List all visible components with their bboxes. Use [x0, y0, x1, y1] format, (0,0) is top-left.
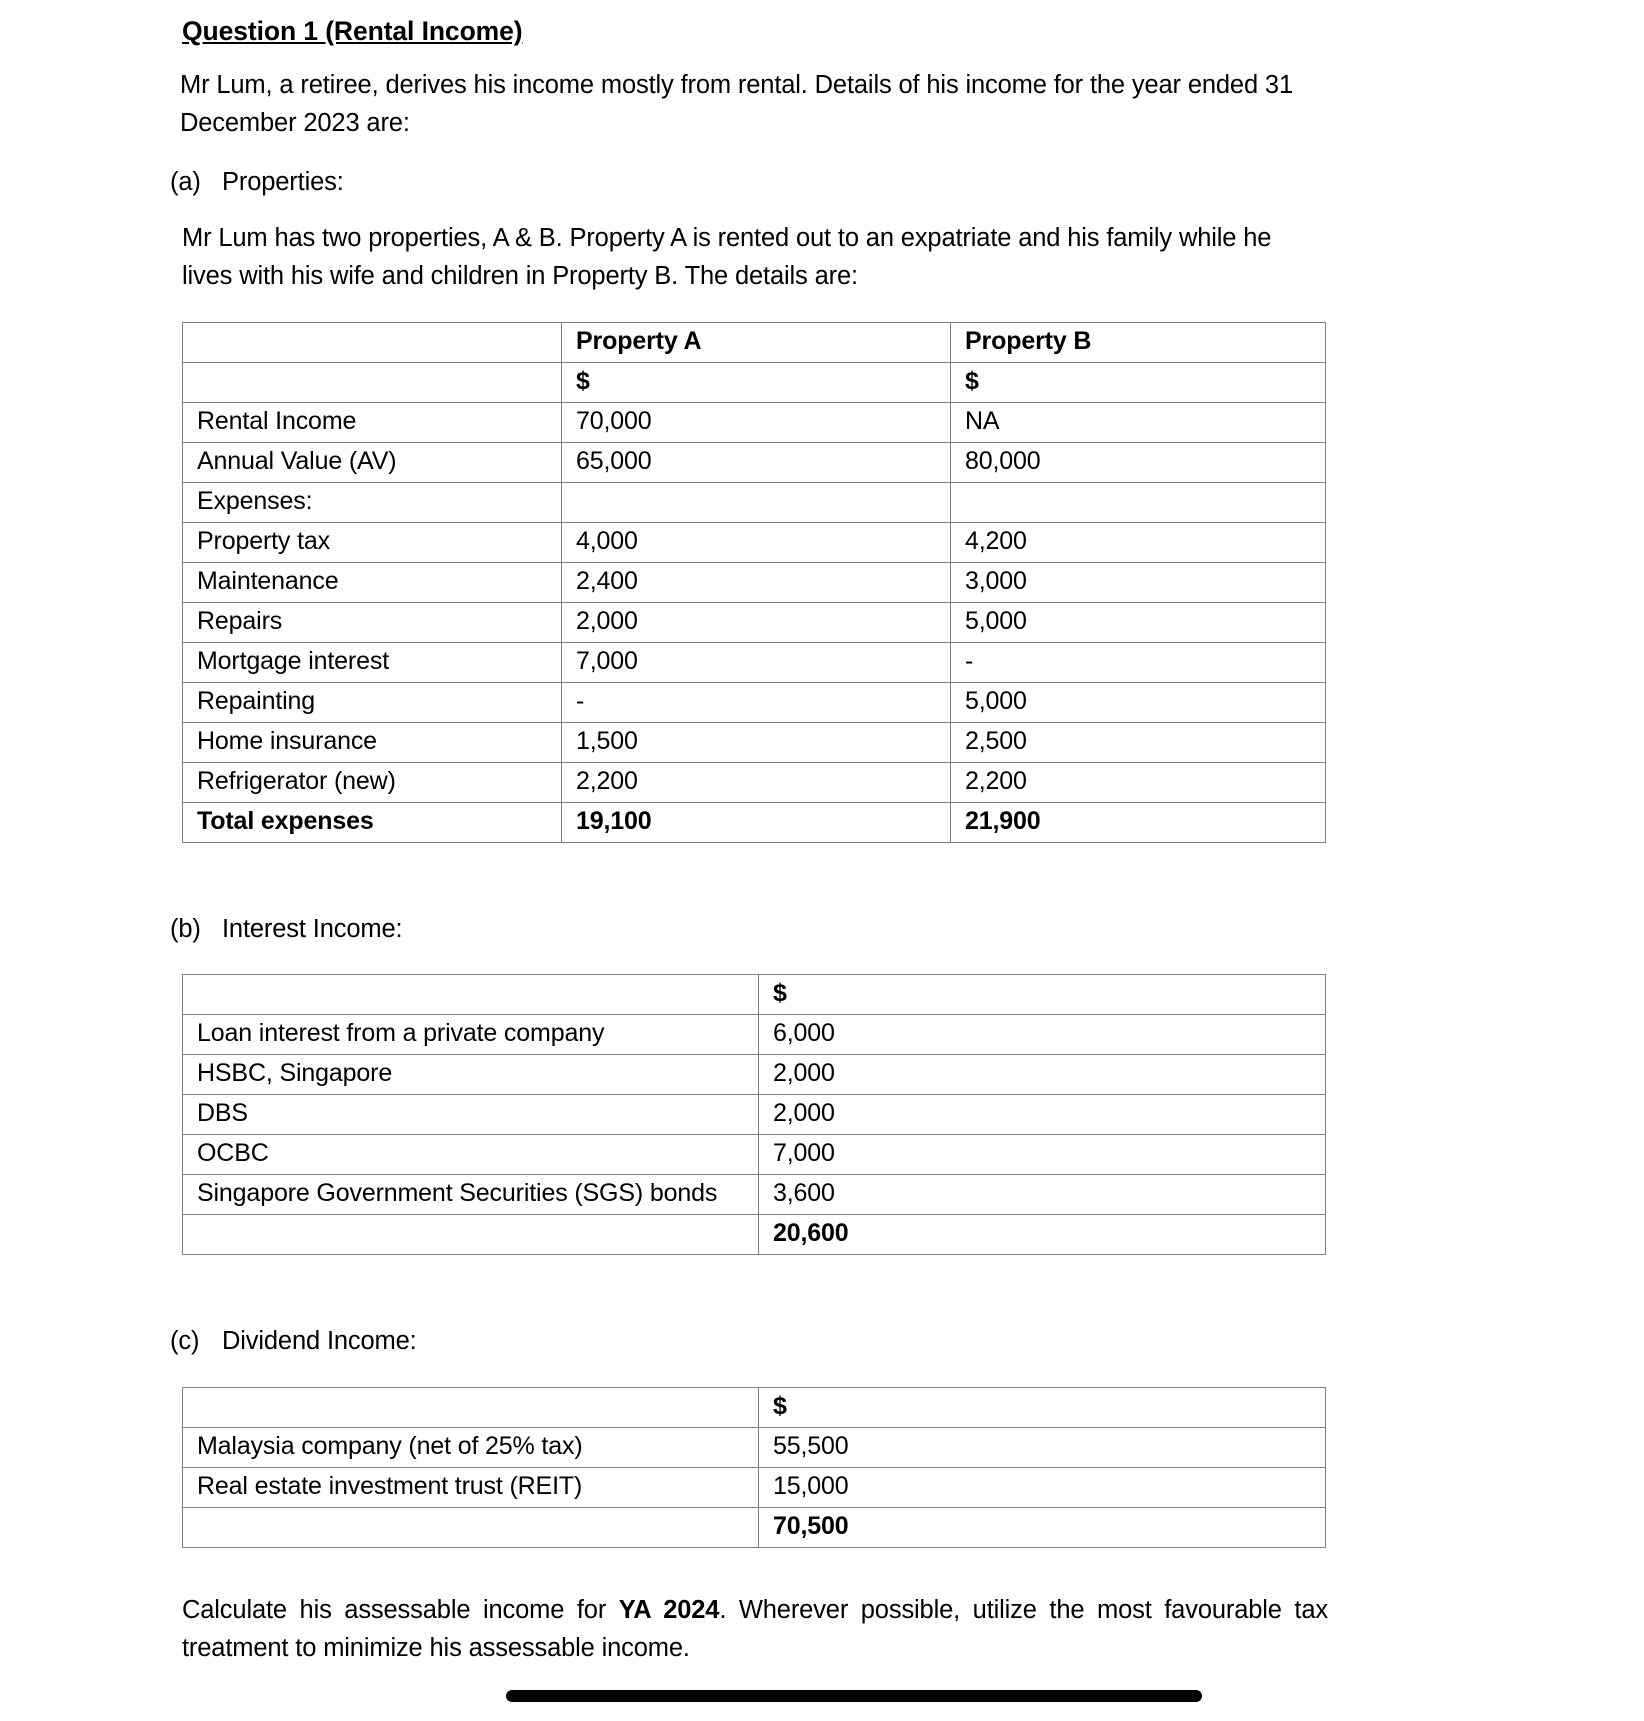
closing-emphasis: YA 2024 — [618, 1596, 720, 1625]
header-cell-blank — [183, 322, 562, 362]
row-value-b: NA — [951, 402, 1326, 442]
table-total-row — [183, 1508, 1326, 1548]
table-row — [183, 682, 1326, 722]
row-value-a: 2,200 — [562, 762, 951, 802]
row-value-b: 5,000 — [951, 602, 1326, 642]
row-value-a: 4,000 — [562, 522, 951, 562]
row-amount: 7,000 — [759, 1135, 1326, 1175]
row-label: Rental Income — [183, 402, 562, 442]
table-row — [183, 1015, 1326, 1055]
row-label: Maintenance — [183, 562, 562, 602]
row-label: Property tax — [183, 522, 562, 562]
row-value-b — [951, 482, 1326, 522]
row-label: Expenses: — [183, 482, 562, 522]
row-amount: 2,000 — [759, 1095, 1326, 1135]
table-row — [183, 1428, 1326, 1468]
header-cell-blank — [183, 1388, 759, 1428]
row-value-a: 2,400 — [562, 562, 951, 602]
header-cell-currency: $ — [759, 1388, 1326, 1428]
total-amount: 20,600 — [759, 1215, 1326, 1255]
section-c-heading — [170, 1323, 1328, 1361]
section-b-heading — [170, 911, 1328, 949]
row-value-a: 1,500 — [562, 722, 951, 762]
dividend-table-body — [183, 1388, 1326, 1548]
row-value-a: 65,000 — [562, 442, 951, 482]
row-value-a: 2,000 — [562, 602, 951, 642]
section-spacer — [178, 1548, 1328, 1574]
home-indicator-bar[interactable] — [506, 1690, 1202, 1702]
section-b-marker: (b) — [170, 914, 201, 943]
section-spacer — [178, 1255, 1328, 1301]
row-amount: 55,500 — [759, 1428, 1326, 1468]
table-row — [183, 402, 1326, 442]
row-label: Malaysia company (net of 25% tax) — [183, 1428, 759, 1468]
row-label: OCBC — [183, 1135, 759, 1175]
row-value-b: - — [951, 642, 1326, 682]
table-row — [183, 722, 1326, 762]
row-value-a: 70,000 — [562, 402, 951, 442]
table-total-row — [183, 802, 1326, 842]
total-value-a: 19,100 — [562, 802, 951, 842]
header-cell-property-a: Property A — [562, 322, 951, 362]
table-header-row — [183, 322, 1326, 362]
row-label: Repairs — [183, 602, 562, 642]
row-value-a: 7,000 — [562, 642, 951, 682]
document-content — [170, 14, 1328, 1668]
dividend-income-table — [182, 1387, 1326, 1548]
table-header-row — [183, 975, 1326, 1015]
row-label: Home insurance — [183, 722, 562, 762]
table-row — [183, 1055, 1326, 1095]
table-row — [183, 1175, 1326, 1215]
header-cell-blank — [183, 975, 759, 1015]
table-row — [183, 1135, 1326, 1175]
row-label: Singapore Government Securities (SGS) bonds — [183, 1175, 759, 1215]
table-row — [183, 762, 1326, 802]
properties-table — [182, 322, 1326, 843]
currency-cell-property-a: $ — [562, 362, 951, 402]
currency-cell-property-b: $ — [951, 362, 1326, 402]
table-row — [183, 1095, 1326, 1135]
table-row — [183, 562, 1326, 602]
interest-table-body — [183, 975, 1326, 1255]
row-label: DBS — [183, 1095, 759, 1135]
closing-paragraph — [182, 1592, 1328, 1667]
row-value-b: 3,000 — [951, 562, 1326, 602]
total-value-b: 21,900 — [951, 802, 1326, 842]
row-value-b: 2,200 — [951, 762, 1326, 802]
table-total-row — [183, 1215, 1326, 1255]
intro-paragraph: Mr Lum, a retiree, derives his income mostly from rental. Details of his income for the year ended 31 December 2023 are: — [180, 70, 1293, 137]
row-value-a — [562, 482, 951, 522]
row-amount: 3,600 — [759, 1175, 1326, 1215]
total-label: Total expenses — [183, 802, 562, 842]
table-row — [183, 522, 1326, 562]
header-cell-property-b: Property B — [951, 322, 1326, 362]
interest-income-table — [182, 974, 1326, 1255]
section-a-marker: (a) — [170, 168, 201, 197]
row-label: Annual Value (AV) — [183, 442, 562, 482]
total-label — [183, 1508, 759, 1548]
row-amount: 15,000 — [759, 1468, 1326, 1508]
row-value-b: 80,000 — [951, 442, 1326, 482]
properties-table-body — [183, 322, 1326, 842]
total-label — [183, 1215, 759, 1255]
row-amount: 2,000 — [759, 1055, 1326, 1095]
row-label: Real estate investment trust (REIT) — [183, 1468, 759, 1508]
table-currency-row — [183, 362, 1326, 402]
row-label: Loan interest from a private company — [183, 1015, 759, 1055]
section-a-heading — [170, 164, 1328, 202]
row-value-a: - — [562, 682, 951, 722]
closing-text-part1: Calculate his assessable income for — [182, 1596, 619, 1625]
section-c-marker: (c) — [170, 1327, 200, 1356]
section-spacer — [178, 843, 1328, 889]
table-row — [183, 642, 1326, 682]
currency-cell-blank — [183, 362, 562, 402]
section-a-label: Properties: — [222, 168, 344, 197]
table-row — [183, 482, 1326, 522]
row-amount: 6,000 — [759, 1015, 1326, 1055]
properties-intro-paragraph: Mr Lum has two properties, A & B. Property A is rented out to an expatriate and his family while he lives with his wife and children in Property B. The details are: — [182, 224, 1272, 290]
row-label: Refrigerator (new) — [183, 762, 562, 802]
table-row — [183, 1468, 1326, 1508]
total-amount: 70,500 — [759, 1508, 1326, 1548]
row-label: Mortgage interest — [183, 642, 562, 682]
header-cell-currency: $ — [759, 975, 1326, 1015]
row-value-b: 2,500 — [951, 722, 1326, 762]
section-b-label: Interest Income: — [222, 914, 403, 943]
row-label: HSBC, Singapore — [183, 1055, 759, 1095]
row-value-b: 4,200 — [951, 522, 1326, 562]
table-row — [183, 602, 1326, 642]
page-title: Question 1 (Rental Income) — [182, 16, 523, 46]
table-header-row — [183, 1388, 1326, 1428]
table-row — [183, 442, 1326, 482]
closing-text-part2: . Wherever possible, utilize the most favourable tax treatment to minimize his assessable income. — [182, 1596, 1328, 1662]
row-value-b: 5,000 — [951, 682, 1326, 722]
section-c-label: Dividend Income: — [222, 1327, 417, 1356]
row-label: Repainting — [183, 682, 562, 722]
